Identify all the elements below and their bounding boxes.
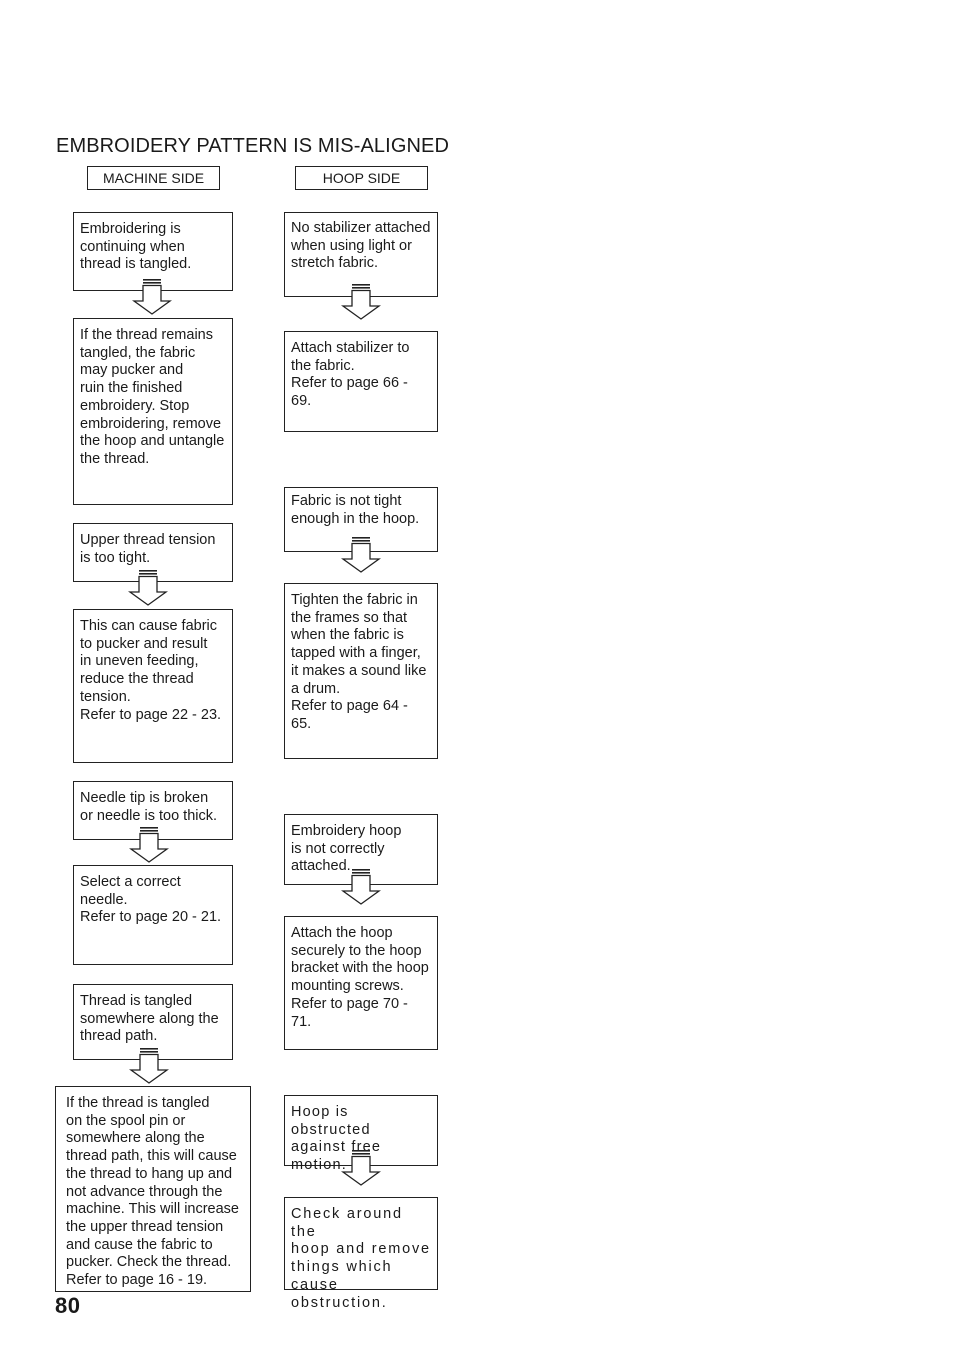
- down-arrow-icon: [341, 284, 381, 320]
- down-arrow-icon: [341, 869, 381, 905]
- hoop-solution-3: Attach the hoop securely to the hoop bracket with the hoop mounting screws. Refer to page 70 - 71.: [284, 916, 438, 1050]
- machine-solution-4: If the thread is tangled on the spool pin or somewhere along the thread path, this will cause the thread to hang up and not advance through the machine. This will increase the upper thread tension and cause the fabric to pucker. Check the thread. Refer to page 16 - 19.: [55, 1086, 251, 1292]
- hoop-cause-4: Hoop is obstructed against free motion.: [284, 1095, 438, 1166]
- machine-solution-1: If the thread remains tangled, the fabric may pucker and ruin the finished embroidery. Stop embroidering, remove the hoop and untangle the thread.: [73, 318, 233, 505]
- page-number: 80: [55, 1293, 81, 1318]
- down-arrow-icon: [341, 1150, 381, 1186]
- hoop-side-header: HOOP SIDE: [295, 166, 428, 190]
- machine-cause-2: Upper thread tension is too tight.: [73, 523, 233, 582]
- machine-side-header: MACHINE SIDE: [87, 166, 220, 190]
- hoop-cause-1: No stabilizer attached when using light or stretch fabric.: [284, 212, 438, 297]
- hoop-solution-2: Tighten the fabric in the frames so that when the fabric is tapped with a finger, it makes a sound like a drum. Refer to page 64 - 65.: [284, 583, 438, 759]
- hoop-solution-1: Attach stabilizer to the fabric. Refer to page 66 - 69.: [284, 331, 438, 432]
- hoop-cause-3: Embroidery hoop is not correctly attached.: [284, 814, 438, 885]
- machine-cause-3: Needle tip is broken or needle is too thick.: [73, 781, 233, 840]
- machine-solution-3: Select a correct needle. Refer to page 20 - 21.: [73, 865, 233, 965]
- machine-cause-4: Thread is tangled somewhere along the thread path.: [73, 984, 233, 1060]
- down-arrow-icon: [128, 570, 168, 606]
- machine-solution-2: This can cause fabric to pucker and result in uneven feeding, reduce the thread tension. Refer to page 22 - 23.: [73, 609, 233, 763]
- machine-cause-1: Embroidering is continuing when thread is tangled.: [73, 212, 233, 291]
- hoop-solution-4: Check around the hoop and remove things which cause obstruction.: [284, 1197, 438, 1290]
- down-arrow-icon: [129, 827, 169, 863]
- down-arrow-icon: [129, 1048, 169, 1084]
- page-title: EMBROIDERY PATTERN IS MIS-ALIGNED: [56, 135, 449, 157]
- down-arrow-icon: [132, 279, 172, 315]
- down-arrow-icon: [341, 537, 381, 573]
- hoop-cause-2: Fabric is not tight enough in the hoop.: [284, 487, 438, 552]
